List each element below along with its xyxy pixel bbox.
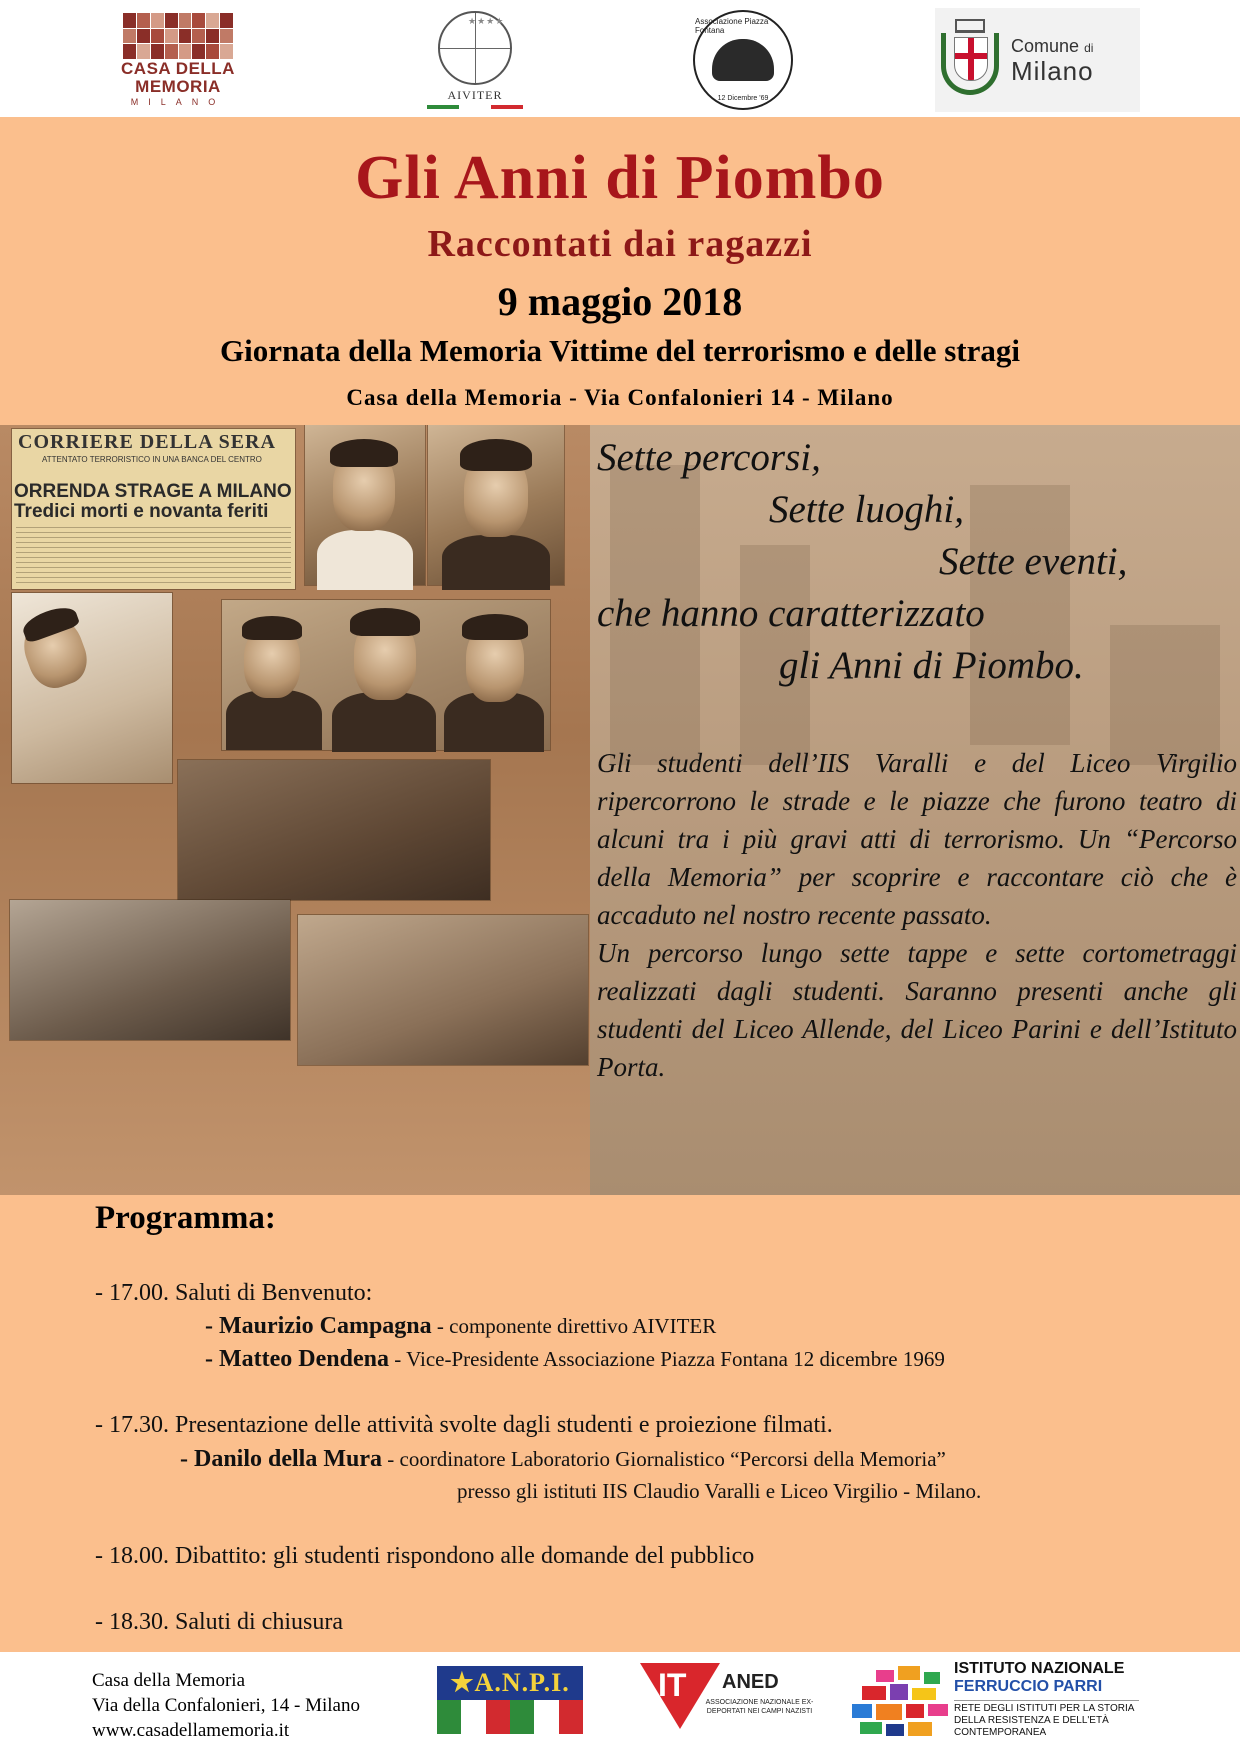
poem-line-3: Sette eventi, [939, 540, 1128, 583]
hospital-photo [12, 593, 172, 783]
comune-di-label: di [1084, 41, 1094, 55]
description-paragraph-1: Gli studenti dell’IIS Varalli e del Liceo Virgilio ripercorrono le strade e le piazze che furono teatro di alcuni tra i più gravi atti di terrorismo. Un “Percorso della Memoria” per scoprire e raccontare ciò che è accaduto nel nostro recente passato. [597, 748, 1237, 930]
speaker-name: - Maurizio Campagna [205, 1313, 432, 1339]
speaker-role: - componente direttivo AIVITER [431, 1314, 717, 1338]
street-soldiers-photo [10, 900, 290, 1040]
event-day-name: Giornata della Memoria Vittime del terrorismo e delle stragi [219, 333, 1021, 368]
parri-line-3: RETE DEGLI ISTITUTI PER LA STORIA DELLA RESISTENZA E DELL'ETÀ CONTEMPORANEA [954, 1700, 1139, 1739]
event-description [597, 744, 1237, 1086]
newspaper-headline-1: ORRENDA STRAGE A MILANO [14, 481, 292, 502]
newspaper-masthead: CORRIERE DELLA SERA [18, 431, 276, 453]
poem-line-1: Sette percorsi, [597, 436, 821, 479]
event-venue: Casa della Memoria - Via Confalonieri 14 - Milano [346, 385, 894, 410]
stars-icon: ★★★★ [468, 16, 505, 26]
speaker-name: - Danilo della Mura [180, 1446, 382, 1472]
event-title: Gli Anni di Piombo [355, 144, 885, 212]
program-item: - 17.00. Saluti di Benvenuto: [95, 1280, 373, 1306]
event-date: 9 maggio 2018 [497, 279, 743, 324]
program-item: - 18.30. Saluti di chiusura [95, 1609, 343, 1635]
fontana-emblem-icon [693, 10, 793, 110]
photo-collage [0, 425, 590, 1195]
portrait-photo [305, 425, 425, 585]
program-speaker [205, 1313, 716, 1340]
event-subtitle: Raccontati dai ragazzi [427, 223, 813, 265]
anpi-name: ★A.N.P.I. [437, 1666, 583, 1700]
program-item: - 17.30. Presentazione delle attività svolte dagli studenti e proiezione filmati. [95, 1412, 833, 1438]
comune-di-milano-logo [935, 8, 1140, 112]
aiviter-logo [420, 8, 530, 112]
logo-bar [0, 0, 1240, 117]
speaker-role-continued: presso gli istituti IIS Claudio Varalli e Liceo Virgilio - Milano. [457, 1479, 982, 1503]
newspaper-clipping [12, 429, 295, 589]
casa-title-1: CASA DELLA [121, 59, 235, 78]
parri-mosaic-icon [852, 1666, 952, 1738]
poem-line-5: gli Anni di Piombo. [779, 644, 1084, 687]
aned-subtitle: ASSOCIAZIONE NAZIONALE EX-DEPORTATI NEI CAMPI NAZISTI [705, 1699, 814, 1715]
parri-line-2: FERRUCCIO PARRI [954, 1678, 1103, 1695]
poem-block [597, 432, 1237, 692]
newspaper-kicker: ATTENTATO TERRORISTICO IN UNA BANCA DEL CENTRO [42, 455, 262, 464]
speaker-role: - coordinatore Laboratorio Giornalistico “Percorsi della Memoria” [382, 1447, 946, 1471]
speaker-role: - Vice-Presidente Associazione Piazza Fontana 12 dicembre 1969 [388, 1347, 945, 1371]
program-speaker [205, 1346, 945, 1373]
anpi-logo [437, 1666, 583, 1734]
newspaper-headline-2: Tredici morti e novanta feriti [14, 501, 269, 522]
parri-line-1: ISTITUTO NAZIONALE [954, 1660, 1125, 1677]
casa-city: MILANO [130, 97, 226, 107]
victim-photo [298, 915, 588, 1065]
aned-it-mark: IT [658, 1667, 687, 1703]
fontana-bottom-text: 12 Dicembre '69 [717, 95, 769, 102]
aiviter-name: AIVITER [447, 88, 503, 102]
milano-label: Milano [1011, 56, 1094, 86]
aned-logo [640, 1663, 815, 1735]
fountain-icon [712, 39, 774, 81]
crime-scene-photo [178, 760, 490, 900]
portrait-photo [428, 425, 564, 585]
anpi-flags-icon [437, 1700, 583, 1734]
italian-flag-stripe [427, 105, 523, 109]
speaker-name: - Matteo Dendena [205, 1346, 389, 1372]
comune-label: Comune [1011, 36, 1080, 56]
newspaper-text-lines [16, 527, 291, 585]
poem-line-4: che hanno caratterizzato [597, 592, 985, 635]
three-portraits-photo [222, 600, 550, 750]
parri-logo [852, 1660, 1152, 1740]
casa-title-2: MEMORIA [135, 77, 221, 96]
milano-crest-icon [941, 19, 999, 101]
program-item: - 18.00. Dibattito: gli studenti rispondono alle domande del pubblico [95, 1543, 755, 1569]
footer-address-street: Via della Confalonieri, 14 - Milano [92, 1695, 360, 1716]
footer-website: www.casadellamemoria.it [92, 1720, 290, 1741]
piazza-fontana-logo [688, 8, 798, 112]
footer-address-name: Casa della Memoria [92, 1670, 246, 1691]
red-cross-shield-icon [954, 37, 988, 81]
crown-icon [955, 19, 985, 33]
casa-mosaic-icon [123, 13, 233, 59]
casa-della-memoria-logo [118, 8, 238, 112]
aned-name: ANED [722, 1671, 779, 1693]
fontana-top-text: Associazione Piazza Fontana [695, 17, 769, 35]
description-paragraph-2: Un percorso lungo sette tappe e sette cortometraggi realizzati dagli studenti. Saranno presenti anche gli studenti del Liceo Allende, del Liceo Parini e dell’Istituto Porta. [597, 938, 1237, 1082]
programma-title: Programma: [95, 1200, 276, 1236]
program-speaker [180, 1446, 946, 1473]
poem-line-2: Sette luoghi, [769, 488, 964, 531]
